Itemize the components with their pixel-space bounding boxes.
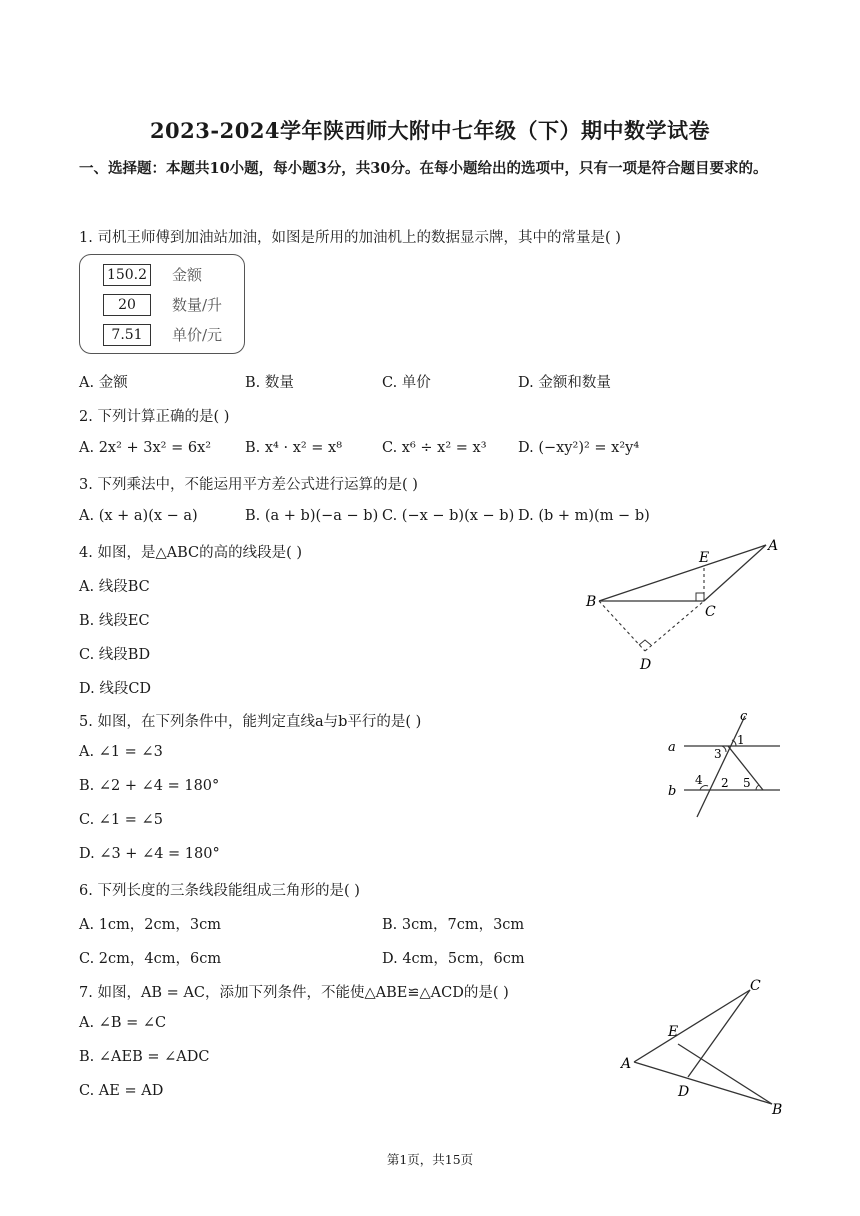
q7-option-b: B. ∠AEB = ∠ADC: [79, 1049, 210, 1065]
segment-cd: [688, 990, 750, 1077]
label-c: C: [705, 604, 716, 620]
q3-option-a: A. (x + a)(x − a): [79, 508, 198, 524]
angle-3-arc: [722, 746, 726, 752]
q1-option-b: B. 数量: [245, 375, 294, 391]
triangles-abe-acd-figure: [612, 972, 792, 1122]
right-angle-mark-d: [639, 640, 651, 645]
q5-option-a: A. ∠1 = ∠3: [79, 744, 163, 760]
right-angle-mark-e: [696, 593, 704, 601]
q4-option-b: B. 线段EC: [79, 613, 150, 629]
q5-option-b: B. ∠2 + ∠4 = 180°: [79, 778, 220, 794]
q3-option-d: D. (b + m)(m − b): [518, 508, 650, 524]
label-angle-3: 3: [714, 747, 722, 761]
question-4-text: 4. 如图，是△ABC的高的线段是( ): [79, 545, 303, 561]
fuel-display-board: [79, 254, 245, 354]
label-c: C: [750, 978, 761, 994]
label-a: A: [621, 1056, 632, 1072]
display-value-amount: 150.2: [103, 264, 151, 286]
q2-option-d: D. (−xy²)² = x²y⁴: [518, 440, 640, 456]
question-5-text: 5. 如图，在下列条件中，能判定直线a与b平行的是( ): [79, 714, 422, 730]
q1-option-d: D. 金额和数量: [518, 375, 611, 391]
label-angle-5: 5: [743, 776, 751, 790]
display-label-amount: 金额: [172, 266, 203, 284]
q2-option-a: A. 2x² + 3x² = 6x²: [79, 440, 212, 456]
q6-option-b: B. 3cm，7cm，3cm: [382, 917, 525, 933]
q5-option-c: C. ∠1 = ∠5: [79, 812, 163, 828]
label-angle-1: 1: [737, 733, 745, 747]
page-title: 2023-2024学年陕西师大附中七年级（下）期中数学试卷: [149, 118, 711, 143]
label-b: B: [772, 1102, 783, 1118]
label-d: D: [678, 1084, 690, 1100]
segment-ac: [634, 990, 750, 1062]
q7-option-a: A. ∠B = ∠C: [79, 1015, 167, 1031]
section-heading: 一、选择题：本题共10小题，每小题3分，共30分。在每小题给出的选项中，只有一项是符合题目要求的。: [79, 160, 768, 177]
q3-option-c: C. (−x − b)(x − b): [382, 508, 515, 524]
label-c: c: [740, 709, 748, 724]
q6-option-a: A. 1cm，2cm，3cm: [79, 917, 221, 933]
question-7-text: 7. 如图，AB = AC，添加下列条件，不能使△ABE≌△ACD的是( ): [79, 985, 509, 1001]
label-e: E: [668, 1024, 679, 1040]
display-value-price: 7.51: [103, 324, 151, 346]
label-a: a: [668, 740, 676, 755]
question-6-text: 6. 下列长度的三条线段能组成三角形的是( ): [79, 883, 360, 899]
segment-ba: [599, 545, 766, 601]
q6-option-c: C. 2cm，4cm，6cm: [79, 951, 222, 967]
segment-ab: [634, 1062, 772, 1104]
segment-dc: [645, 601, 704, 651]
q4-option-a: A. 线段BC: [79, 579, 150, 595]
display-label-quantity: 数量/升: [172, 296, 223, 314]
q1-option-a: A. 金额: [79, 375, 128, 391]
q4-option-d: D. 线段CD: [79, 681, 152, 697]
q6-option-d: D. 4cm，5cm，6cm: [382, 951, 525, 967]
angle-5-arc: [756, 785, 759, 790]
question-3-text: 3. 下列乘法中，不能运用平方差公式进行运算的是( ): [79, 477, 418, 493]
label-a: A: [768, 538, 779, 554]
label-e: E: [699, 550, 710, 566]
display-value-quantity: 20: [103, 294, 151, 316]
q4-option-c: C. 线段BD: [79, 647, 151, 663]
question-1-text: 1. 司机王师傅到加油站加油，如图是所用的加油机上的数据显示牌，其中的常量是( ): [79, 230, 621, 246]
q7-option-c: C. AE = AD: [79, 1083, 164, 1099]
segment-ca: [704, 545, 766, 601]
question-2-text: 2. 下列计算正确的是( ): [79, 409, 230, 425]
parallel-lines-figure: [664, 706, 786, 821]
label-angle-4: 4: [695, 773, 703, 787]
q3-option-b: B. (a + b)(−a − b): [245, 508, 379, 524]
line-c: [697, 716, 745, 817]
q1-option-c: C. 单价: [382, 375, 431, 391]
q2-option-c: C. x⁶ ÷ x² = x³: [382, 440, 487, 456]
label-b: B: [586, 594, 597, 610]
page-number-footer: 第1页，共15页: [386, 1152, 474, 1167]
segment-bd: [599, 601, 645, 651]
label-d: D: [640, 657, 652, 673]
label-angle-2: 2: [721, 776, 729, 790]
segment-eb: [678, 1044, 772, 1104]
label-b: b: [668, 784, 677, 799]
q5-option-d: D. ∠3 + ∠4 = 180°: [79, 846, 220, 862]
q2-option-b: B. x⁴ · x² = x⁸: [245, 440, 343, 456]
triangle-abc-figure: [580, 536, 790, 676]
display-label-price: 单价/元: [172, 326, 223, 344]
